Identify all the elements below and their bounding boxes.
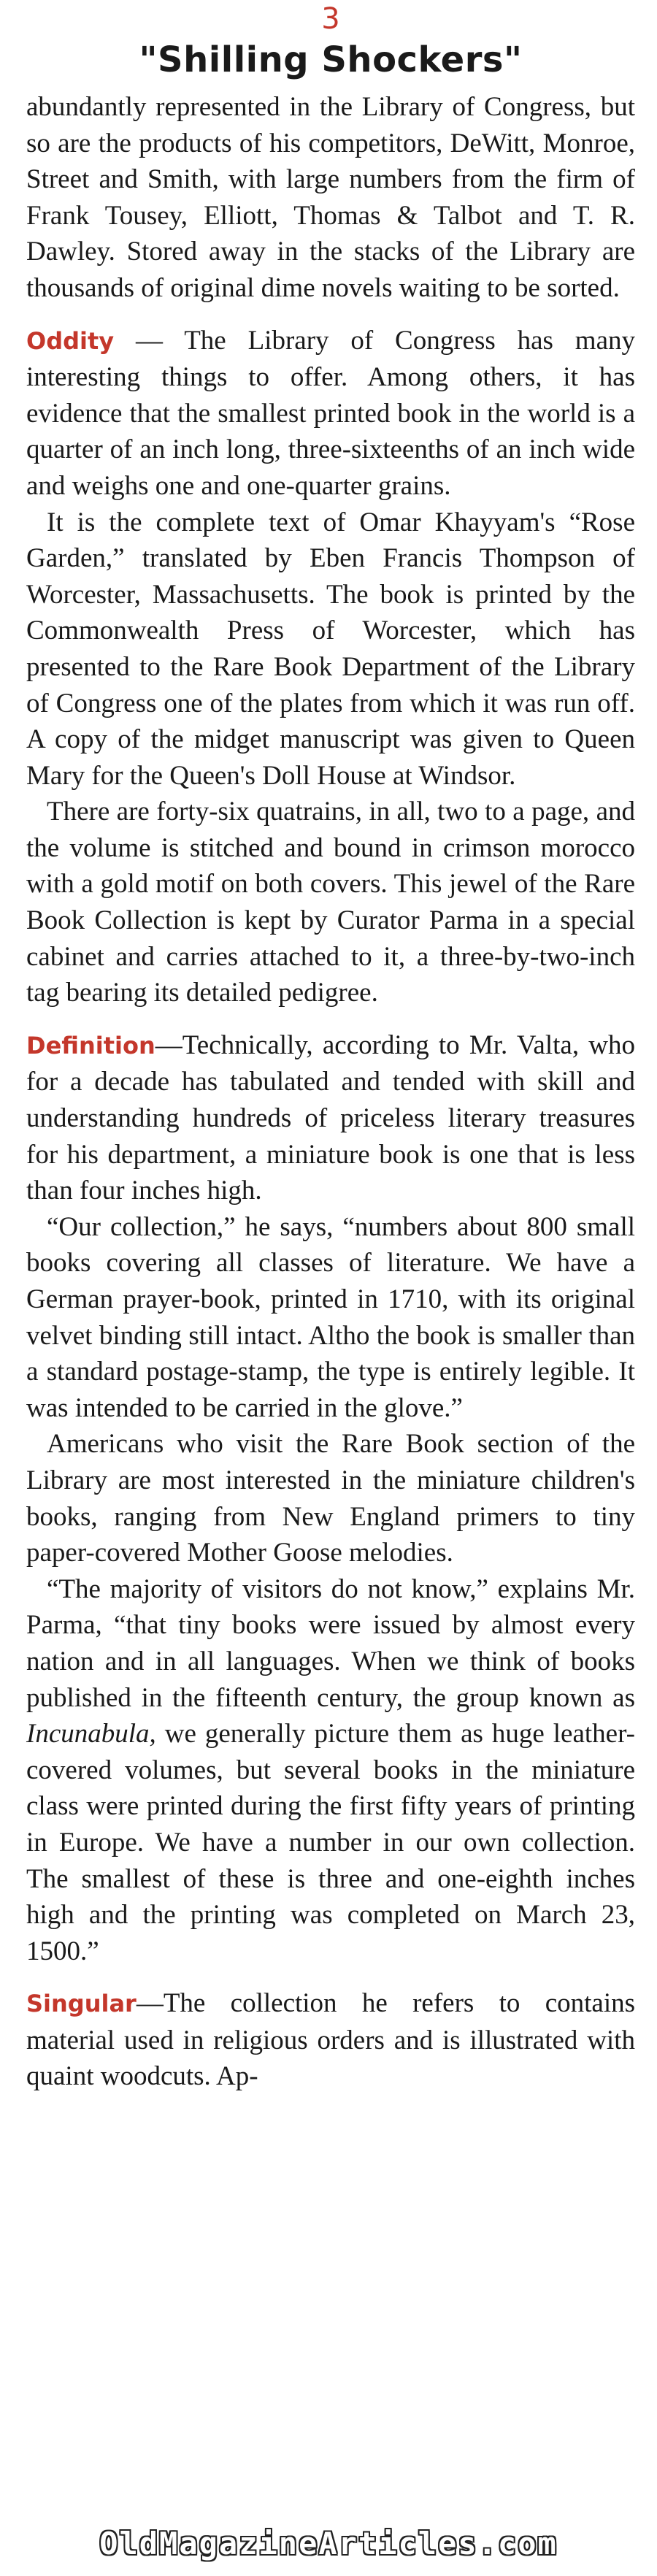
section-singular	[26, 1985, 635, 2095]
section-heading-definition: Definition	[26, 1031, 155, 1059]
oddity-lead-paragraph	[26, 323, 635, 505]
singular-lead-paragraph	[26, 1985, 635, 2095]
definition-lead-text: Technically, according to Mr. Valta, who for a decade has tabulated and tended with skill and understanding hundreds of priceless literary treasures for his department, a miniature book is one that is less than four inches high.	[26, 1030, 635, 1206]
quote-italic-term: Incunabula,	[26, 1719, 156, 1749]
article-body	[26, 89, 635, 2095]
quote-text-after: we generally picture them as huge leather-covered volumes, but several books in the miniature class were printed during the first fifty years of printing in Europe. We have a number in our own collection. The smallest of these is three and one-eighth inches high and the printing was completed on March 23, 1500.”	[26, 1719, 635, 1966]
site-watermark: OldMagazineArticles.com	[99, 2526, 558, 2561]
oddity-lead-text: The Library of Congress has many interesting things to offer. Among others, it has evidence that the smallest printed book in the world is a quarter of an inch long, three-sixteenths of an inch wide and weighs one and one-quarter grains.	[26, 325, 635, 501]
section-oddity	[26, 323, 635, 1011]
oddity-paragraph: There are forty-six quatrains, in all, two to a page, and the volume is stitched and bound in crimson morocco with a gold motif on both covers. This jewel of the Rare Book Collection is kept by Curator Parma in a special cabinet and carries attached to it, a three-by-two-inch tag bearing its detailed pedigree.	[26, 797, 635, 1008]
section-definition	[26, 1027, 635, 1969]
oddity-separator: —	[114, 325, 185, 356]
definition-lead-paragraph	[26, 1027, 635, 1209]
article-title: "Shilling Shockers"	[139, 39, 523, 80]
definition-separator: —	[155, 1030, 182, 1060]
singular-lead-text: The collection he refers to contains material used in religious orders and is illustrated with quaint woodcuts. Ap-	[26, 1988, 635, 2092]
definition-quote-paragraph	[26, 1571, 635, 1970]
intro-paragraph: abundantly represented in the Library of Congress, but so are the products of his competitors, DeWitt, Monroe, Street and Smith, with large numbers from the firm of Frank Tousey, Elliott, Thomas & Talbot and T. R. Dawley. Stored away in the stacks of the Library are thousands of original dime novels waiting to be sorted.	[26, 92, 635, 303]
page-number: 3	[321, 2, 340, 36]
quote-text-before: “The majority of visitors do not know,” explains Mr. Parma, “that tiny books were issued by almost every nation and in all languages. When we think of books published in the fifteenth century, the group known as	[26, 1573, 635, 1713]
definition-paragraph: “Our collection,” he says, “numbers about 800 small books covering all classes of literature. We have a German prayer-book, printed in 1710, with its original velvet binding still intact. Altho the book is smaller than a standard postage-stamp, the type is entirely legible. It was intended to be carried in the glove.”	[26, 1211, 635, 1423]
singular-separator: —	[136, 1988, 164, 2019]
oddity-paragraph: It is the complete text of Omar Khayyam's “Rose Garden,” translated by Eben Francis Thompson of Worcester, Massachusetts. The book is printed by the Commonwealth Press of Worcester, which has presented to the Rare Book Department of the Library of Congress one of the plates from which it was run off. A copy of the midget manuscript was given to Queen Mary for the Queen's Doll House at Windsor.	[26, 507, 635, 791]
definition-paragraph: Americans who visit the Rare Book section of the Library are most interested in the miniature children's books, ranging from New England primers to tiny paper-covered Mother Goose melodies.	[26, 1429, 635, 1568]
section-heading-singular: Singular	[26, 1990, 137, 2018]
section-heading-oddity: Oddity	[26, 326, 115, 355]
